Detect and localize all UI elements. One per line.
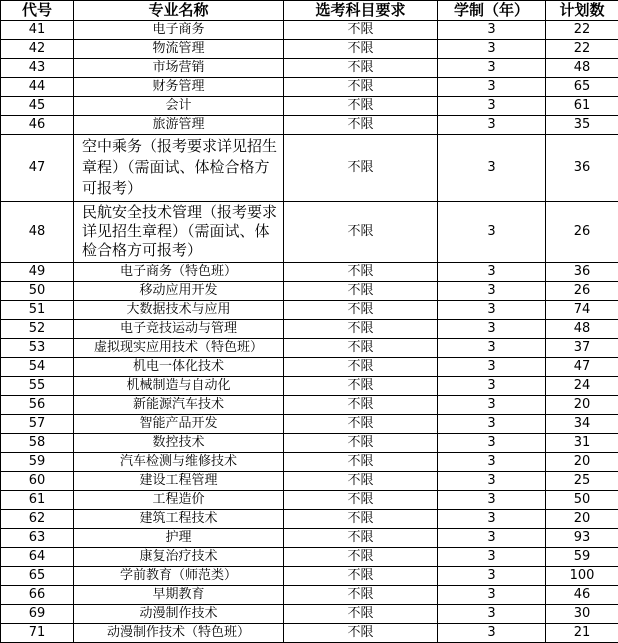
table-row [1, 97, 618, 116]
cell-plan-count: 36 [546, 135, 618, 202]
table-row [1, 415, 618, 434]
cell-duration: 3 [438, 548, 546, 567]
cell-duration: 3 [438, 491, 546, 510]
table-row [1, 339, 618, 358]
table-row [1, 453, 618, 472]
cell-code: 65 [1, 567, 74, 586]
cell-major-name: 建筑工程技术 [74, 510, 284, 529]
cell-subject-requirement: 不限 [284, 358, 438, 377]
cell-major-name: 机电一体化技术 [74, 358, 284, 377]
cell-subject-requirement: 不限 [284, 97, 438, 116]
cell-duration: 3 [438, 586, 546, 605]
cell-duration: 3 [438, 415, 546, 434]
cell-duration: 3 [438, 97, 546, 116]
cell-duration: 3 [438, 358, 546, 377]
cell-subject-requirement: 不限 [284, 320, 438, 339]
cell-code: 62 [1, 510, 74, 529]
cell-code: 49 [1, 263, 74, 282]
table-row [1, 301, 618, 320]
cell-duration: 3 [438, 282, 546, 301]
cell-subject-requirement: 不限 [284, 339, 438, 358]
cell-plan-count: 35 [546, 116, 618, 135]
cell-code: 57 [1, 415, 74, 434]
cell-subject-requirement: 不限 [284, 472, 438, 491]
cell-subject-requirement: 不限 [284, 21, 438, 40]
cell-major-name: 空中乘务（报考要求详见招生章程）（需面试、体检合格方可报考） [74, 135, 284, 202]
cell-subject-requirement: 不限 [284, 548, 438, 567]
cell-plan-count: 93 [546, 529, 618, 548]
cell-plan-count: 31 [546, 434, 618, 453]
cell-plan-count: 22 [546, 21, 618, 40]
cell-code: 51 [1, 301, 74, 320]
cell-duration: 3 [438, 320, 546, 339]
cell-duration: 3 [438, 59, 546, 78]
cell-major-name: 早期教育 [74, 586, 284, 605]
table-row [1, 21, 618, 40]
cell-code: 43 [1, 59, 74, 78]
table-row [1, 586, 618, 605]
table-row [1, 116, 618, 135]
table-row [1, 358, 618, 377]
cell-plan-count: 37 [546, 339, 618, 358]
cell-subject-requirement: 不限 [284, 453, 438, 472]
cell-code: 56 [1, 396, 74, 415]
cell-duration: 3 [438, 529, 546, 548]
cell-duration: 3 [438, 202, 546, 263]
cell-duration: 3 [438, 301, 546, 320]
cell-major-name: 护理 [74, 529, 284, 548]
cell-code: 55 [1, 377, 74, 396]
table-row [1, 567, 618, 586]
cell-subject-requirement: 不限 [284, 491, 438, 510]
cell-subject-requirement: 不限 [284, 586, 438, 605]
cell-duration: 3 [438, 263, 546, 282]
cell-code: 63 [1, 529, 74, 548]
cell-code: 48 [1, 202, 74, 263]
table-row [1, 396, 618, 415]
cell-major-name: 民航安全技术管理（报考要求详见招生章程）（需面试、体检合格方可报考） [74, 202, 284, 263]
table-row [1, 605, 618, 624]
cell-major-name: 动漫制作技术（特色班） [74, 624, 284, 643]
table-row [1, 510, 618, 529]
cell-subject-requirement: 不限 [284, 301, 438, 320]
cell-major-name: 建设工程管理 [74, 472, 284, 491]
cell-code: 60 [1, 472, 74, 491]
cell-plan-count: 22 [546, 40, 618, 59]
cell-duration: 3 [438, 40, 546, 59]
cell-plan-count: 100 [546, 567, 618, 586]
cell-duration: 3 [438, 624, 546, 643]
cell-plan-count: 26 [546, 282, 618, 301]
cell-major-name: 动漫制作技术 [74, 605, 284, 624]
cell-major-name: 会计 [74, 97, 284, 116]
cell-major-name: 移动应用开发 [74, 282, 284, 301]
cell-duration: 3 [438, 510, 546, 529]
cell-plan-count: 34 [546, 415, 618, 434]
cell-major-name: 工程造价 [74, 491, 284, 510]
cell-duration: 3 [438, 78, 546, 97]
cell-plan-count: 61 [546, 97, 618, 116]
cell-code: 71 [1, 624, 74, 643]
cell-code: 47 [1, 135, 74, 202]
cell-code: 52 [1, 320, 74, 339]
table-row [1, 320, 618, 339]
cell-code: 59 [1, 453, 74, 472]
cell-major-name: 电子竞技运动与管理 [74, 320, 284, 339]
header-code: 代号 [1, 1, 74, 21]
cell-plan-count: 48 [546, 59, 618, 78]
cell-plan-count: 74 [546, 301, 618, 320]
table-row [1, 548, 618, 567]
cell-code: 66 [1, 586, 74, 605]
cell-subject-requirement: 不限 [284, 396, 438, 415]
cell-duration: 3 [438, 339, 546, 358]
table-row [1, 377, 618, 396]
cell-code: 61 [1, 491, 74, 510]
cell-plan-count: 21 [546, 624, 618, 643]
cell-code: 58 [1, 434, 74, 453]
cell-plan-count: 46 [546, 586, 618, 605]
table-row [1, 434, 618, 453]
header-duration: 学制（年） [438, 1, 546, 21]
cell-major-name: 新能源汽车技术 [74, 396, 284, 415]
cell-subject-requirement: 不限 [284, 135, 438, 202]
cell-duration: 3 [438, 135, 546, 202]
cell-duration: 3 [438, 453, 546, 472]
cell-major-name: 汽车检测与维修技术 [74, 453, 284, 472]
table-row [1, 202, 618, 263]
cell-subject-requirement: 不限 [284, 605, 438, 624]
cell-plan-count: 65 [546, 78, 618, 97]
cell-code: 42 [1, 40, 74, 59]
cell-major-name: 康复治疗技术 [74, 548, 284, 567]
cell-major-name: 数控技术 [74, 434, 284, 453]
cell-subject-requirement: 不限 [284, 415, 438, 434]
cell-duration: 3 [438, 434, 546, 453]
cell-subject-requirement: 不限 [284, 434, 438, 453]
cell-plan-count: 48 [546, 320, 618, 339]
header-plan-count: 计划数 [546, 1, 618, 21]
cell-plan-count: 47 [546, 358, 618, 377]
header-row [1, 1, 618, 21]
cell-subject-requirement: 不限 [284, 529, 438, 548]
cell-code: 41 [1, 21, 74, 40]
table-row [1, 135, 618, 202]
cell-plan-count: 25 [546, 472, 618, 491]
table-body [1, 21, 618, 643]
cell-subject-requirement: 不限 [284, 567, 438, 586]
cell-subject-requirement: 不限 [284, 40, 438, 59]
cell-subject-requirement: 不限 [284, 78, 438, 97]
table-row [1, 491, 618, 510]
cell-major-name: 旅游管理 [74, 116, 284, 135]
cell-plan-count: 24 [546, 377, 618, 396]
cell-duration: 3 [438, 472, 546, 491]
cell-major-name: 虚拟现实应用技术（特色班） [74, 339, 284, 358]
cell-duration: 3 [438, 396, 546, 415]
table-row [1, 624, 618, 643]
header-subject-requirement: 选考科目要求 [284, 1, 438, 21]
cell-subject-requirement: 不限 [284, 282, 438, 301]
table-row [1, 78, 618, 97]
cell-code: 50 [1, 282, 74, 301]
cell-duration: 3 [438, 605, 546, 624]
cell-major-name: 财务管理 [74, 78, 284, 97]
cell-major-name: 电子商务（特色班） [74, 263, 284, 282]
header-major-name: 专业名称 [74, 1, 284, 21]
cell-subject-requirement: 不限 [284, 263, 438, 282]
cell-code: 64 [1, 548, 74, 567]
table-row [1, 59, 618, 78]
cell-subject-requirement: 不限 [284, 624, 438, 643]
cell-subject-requirement: 不限 [284, 116, 438, 135]
cell-major-name: 智能产品开发 [74, 415, 284, 434]
cell-subject-requirement: 不限 [284, 377, 438, 396]
cell-plan-count: 50 [546, 491, 618, 510]
cell-plan-count: 30 [546, 605, 618, 624]
cell-code: 53 [1, 339, 74, 358]
cell-plan-count: 26 [546, 202, 618, 263]
cell-code: 54 [1, 358, 74, 377]
cell-major-name: 机械制造与自动化 [74, 377, 284, 396]
cell-major-name: 物流管理 [74, 40, 284, 59]
cell-code: 45 [1, 97, 74, 116]
cell-duration: 3 [438, 116, 546, 135]
cell-major-name: 学前教育（师范类） [74, 567, 284, 586]
cell-plan-count: 20 [546, 453, 618, 472]
cell-duration: 3 [438, 21, 546, 40]
cell-plan-count: 20 [546, 396, 618, 415]
cell-duration: 3 [438, 567, 546, 586]
table-row [1, 282, 618, 301]
table-row [1, 40, 618, 59]
cell-subject-requirement: 不限 [284, 510, 438, 529]
cell-plan-count: 20 [546, 510, 618, 529]
cell-subject-requirement: 不限 [284, 59, 438, 78]
cell-code: 46 [1, 116, 74, 135]
cell-plan-count: 36 [546, 263, 618, 282]
table-row [1, 263, 618, 282]
cell-major-name: 大数据技术与应用 [74, 301, 284, 320]
cell-code: 44 [1, 78, 74, 97]
cell-subject-requirement: 不限 [284, 202, 438, 263]
cell-major-name: 电子商务 [74, 21, 284, 40]
cell-plan-count: 59 [546, 548, 618, 567]
cell-duration: 3 [438, 377, 546, 396]
table-row [1, 529, 618, 548]
cell-major-name: 市场营销 [74, 59, 284, 78]
table-row [1, 472, 618, 491]
cell-code: 69 [1, 605, 74, 624]
